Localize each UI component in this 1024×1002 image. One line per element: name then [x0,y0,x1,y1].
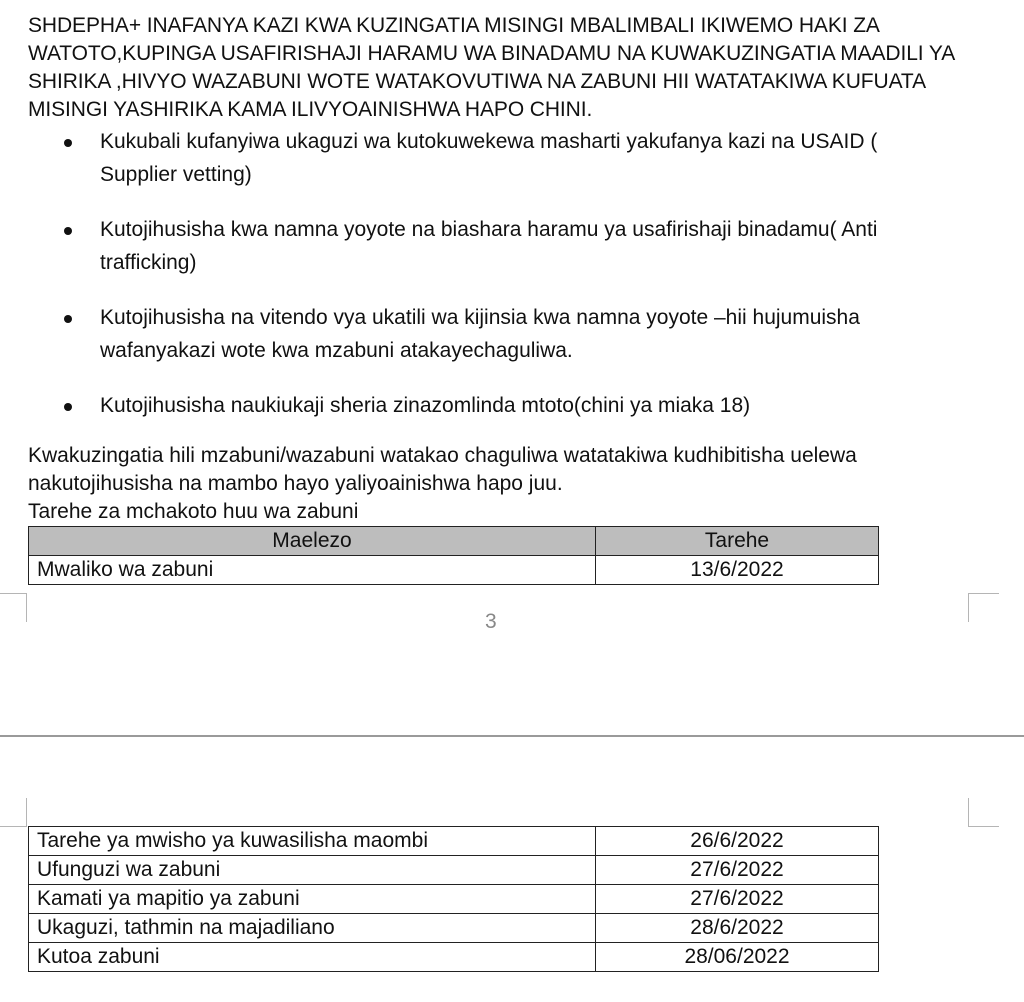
list-item-text: Kutojihusisha kwa namna yoyote na biashara haramu ya usafirishaji binadamu( Anti trafficking) [100,218,878,274]
table-row [29,943,879,972]
intro-paragraph: SHDEPHA+ INAFANYA KAZI KWA KUZINGATIA MISINGI MBALIMBALI IKIWEMO HAKI ZA WATOTO,KUPINGA USAFIRISHAJI HARAMU WA BINADAMU NA KUWAKUZINGATIA MAADILI YA SHIRIKA ,HIVYO WAZABUNI WOTE WATAKOVUTIWA NA ZABUNI HII WATATAKIWA KUFUATA MISINGI YASHIRIKA KAMA ILIVYOAINISHWA HAPO CHINI. [28,14,954,121]
list-item-text: Kutojihusisha naukiukaji sheria zinazomlinda mtoto(chini ya miaka 18) [100,394,751,417]
list-item [28,389,928,422]
table-header-row [29,527,879,556]
table-row [29,856,879,885]
table-row [29,885,879,914]
schedule-table-page-1 [28,526,879,585]
table-cell-date: 26/6/2022 [596,827,879,856]
table-cell-description: Kamati ya mapitio ya zabuni [29,885,596,914]
bullet-icon [64,315,72,323]
page-corner-mark [968,798,999,827]
table-cell-description: Kutoa zabuni [29,943,596,972]
requirements-list [28,125,928,444]
bullet-icon [64,403,72,411]
schedule-table-page-2 [28,826,879,972]
table-row [29,914,879,943]
column-header-tarehe: Tarehe [596,527,879,556]
column-header-maelezo: Maelezo [29,527,596,556]
table-row [29,556,879,585]
list-item [28,213,928,279]
page-break-divider [0,735,1024,737]
closing-paragraph: Kwakuzingatia hili mzabuni/wazabuni watakao chaguliwa watatakiwa kudhibitisha uelewa nakutojihusisha na mambo hayo yaliyoainishwa hapo juu. [28,444,857,495]
table-caption: Tarehe za mchakoto huu wa zabuni [28,500,359,523]
table-cell-date: 13/6/2022 [596,556,879,585]
list-item [28,301,928,367]
table-cell-date: 27/6/2022 [596,856,879,885]
list-item [28,125,928,191]
table-cell-date: 28/06/2022 [596,943,879,972]
table-cell-description: Ufunguzi wa zabuni [29,856,596,885]
table-cell-description: Mwaliko wa zabuni [29,556,596,585]
list-item-text: Kutojihusisha na vitendo vya ukatili wa kijinsia kwa namna yoyote –hii hujumuisha wafanyakazi wote kwa mzabuni atakayechaguliwa. [100,306,860,362]
page-corner-mark [0,798,27,827]
bullet-icon [64,227,72,235]
table-row [29,827,879,856]
table-cell-description: Ukaguzi, tathmin na majadiliano [29,914,596,943]
table-cell-date: 27/6/2022 [596,885,879,914]
table-cell-date: 28/6/2022 [596,914,879,943]
list-item-text: Kukubali kufanyiwa ukaguzi wa kutokuwekewa masharti yakufanya kazi na USAID ( Supplier vetting) [100,130,878,186]
bullet-icon [64,139,72,147]
page-corner-mark [968,593,999,622]
table-cell-description: Tarehe ya mwisho ya kuwasilisha maombi [29,827,596,856]
page-number: 3 [485,610,497,633]
page-corner-mark [0,593,27,622]
